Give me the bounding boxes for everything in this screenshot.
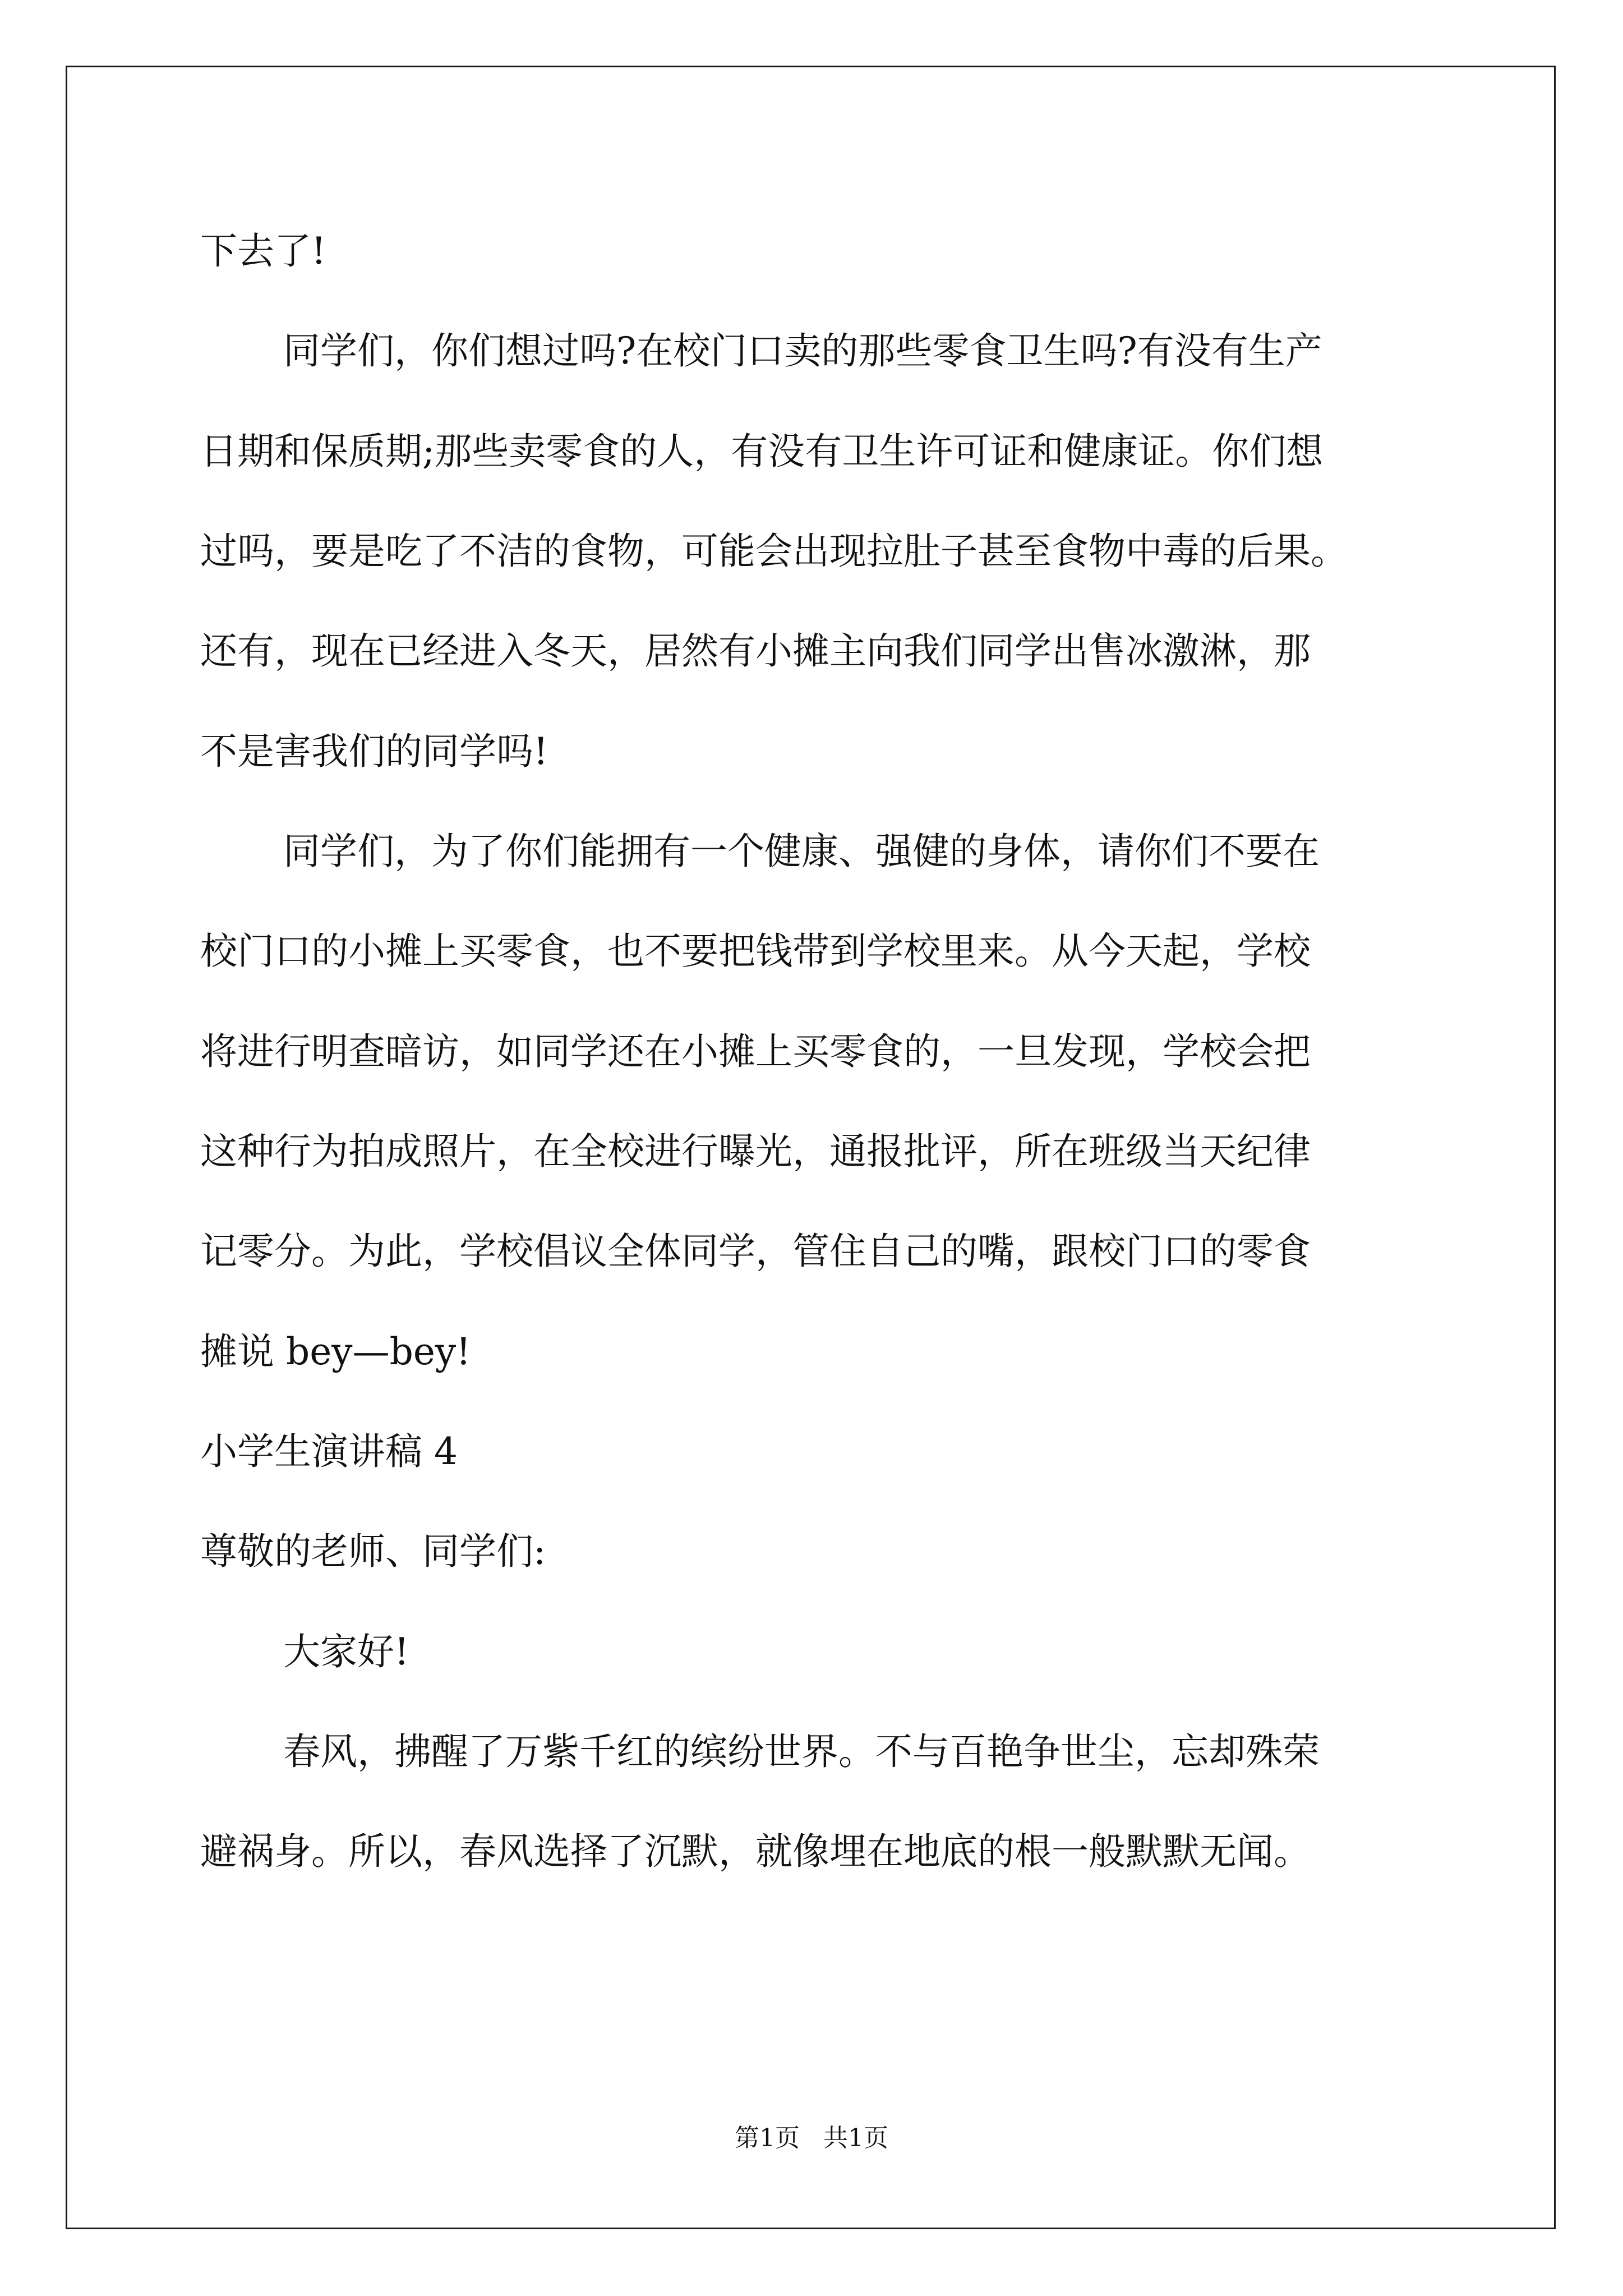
greeting: 大家好! xyxy=(283,1630,409,1673)
text-line: 记零分。为此，学校倡议全体同学，管住自己的嘴，跟校门口的零食 xyxy=(200,1230,1311,1273)
text-line: 避祸身。所以，春风选择了沉默，就像埋在地底的根一般默默无闻。 xyxy=(200,1830,1311,1873)
section-heading: 小学生演讲稿 4 xyxy=(200,1430,458,1473)
page-number-footer: 第1页 共1页 xyxy=(735,2124,888,2152)
text-line: 将进行明查暗访，如同学还在小摊上买零食的，一旦发现，学校会把 xyxy=(200,1030,1311,1073)
paragraph-start-line: 同学们，你们想过吗?在校门口卖的那些零食卫生吗?有没有生产 xyxy=(283,329,1322,372)
salutation: 尊敬的老师、同学们: xyxy=(200,1530,546,1573)
text-line: 摊说 bey—bey! xyxy=(200,1330,471,1373)
text-line: 不是害我们的同学吗! xyxy=(200,730,548,773)
text-line: 日期和保质期;那些卖零食的人，有没有卫生许可证和健康证。你们想 xyxy=(200,430,1324,473)
text-line: 下去了! xyxy=(200,229,326,273)
text-line: 过吗，要是吃了不洁的食物，可能会出现拉肚子甚至食物中毒的后果。 xyxy=(200,530,1348,573)
paragraph-start-line: 同学们，为了你们能拥有一个健康、强健的身体，请你们不要在 xyxy=(283,830,1320,873)
paragraph-start-line: 春风，拂醒了万紫千红的缤纷世界。不与百艳争世尘，忘却殊荣 xyxy=(283,1730,1320,1773)
text-line: 校门口的小摊上买零食，也不要把钱带到学校里来。从今天起，学校 xyxy=(200,930,1311,973)
text-line: 这种行为拍成照片，在全校进行曝光，通报批评，所在班级当天纪律 xyxy=(200,1130,1311,1173)
text-line: 还有，现在已经进入冬天，居然有小摊主向我们同学出售冰激淋，那 xyxy=(200,629,1311,673)
